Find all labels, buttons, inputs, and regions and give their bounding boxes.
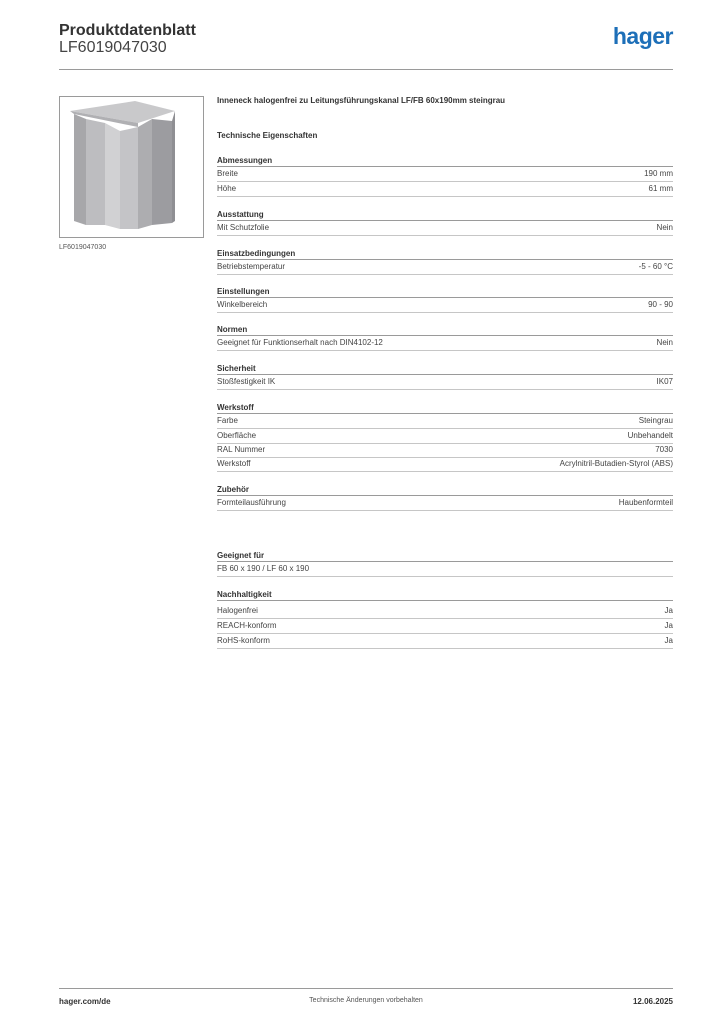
spec-row — [217, 458, 673, 472]
group-title: Abmessungen — [217, 156, 673, 167]
spec-label: Halogenfrei — [217, 606, 258, 615]
spec-label: Mit Schutzfolie — [217, 223, 270, 232]
spec-row — [217, 183, 673, 197]
spec-label: Farbe — [217, 416, 238, 425]
spec-value: Unbehandelt — [627, 431, 673, 440]
spec-label: Breite — [217, 169, 238, 178]
footer-date: 12.06.2025 — [632, 997, 673, 1006]
spec-row — [217, 376, 673, 390]
product-name: Inneneck halogenfrei zu Leitungsführungskanal LF/FB 60x190mm steingrau — [217, 96, 506, 105]
spec-row — [217, 497, 673, 511]
spec-value: Ja — [664, 636, 673, 645]
spec-row — [217, 430, 673, 444]
spec-row — [217, 605, 673, 619]
spec-row — [217, 299, 673, 313]
spec-label: Oberfläche — [217, 431, 257, 440]
spec-label: Betriebstemperatur — [217, 262, 286, 271]
group-title: Werkstoff — [217, 403, 673, 414]
spec-label: Winkelbereich — [217, 300, 268, 309]
product-image — [59, 96, 204, 238]
group-title: Einsatzbedingungen — [217, 249, 673, 260]
spec-value: Ja — [664, 606, 673, 615]
spec-row — [217, 337, 673, 351]
spec-row — [217, 563, 673, 577]
spec-value: 7030 — [655, 445, 673, 454]
spec-label: Höhe — [217, 184, 237, 193]
spec-value: -5 - 60 °C — [638, 262, 673, 271]
spec-label: Formteilausführung — [217, 498, 286, 507]
page-footer — [59, 988, 673, 1009]
spec-row — [217, 415, 673, 429]
spec-row — [217, 635, 673, 649]
hager-logo-text: hager — [612, 23, 673, 49]
spec-value: Steingrau — [638, 416, 673, 425]
section-title: Technische Eigenschaften — [217, 131, 318, 140]
spec-row — [217, 620, 673, 634]
image-caption: LF6019047030 — [59, 244, 107, 251]
spec-value: 90 - 90 — [648, 300, 673, 309]
spec-value: Nein — [656, 338, 673, 347]
spec-value: 61 mm — [648, 184, 673, 193]
group-title: Zubehör — [217, 485, 673, 496]
spec-row — [217, 444, 673, 458]
spec-label: Geeignet für Funktionserhalt nach DIN4102-12 — [217, 338, 383, 347]
spec-value: Ja — [664, 621, 673, 630]
spec-value: IK07 — [656, 377, 673, 386]
spec-row — [217, 222, 673, 236]
group-title: Geeignet für — [217, 551, 673, 562]
spec-label: Stoßfestigkeit IK — [217, 377, 276, 386]
spec-value: 190 mm — [644, 169, 673, 178]
spec-value: Haubenformteil — [618, 498, 673, 507]
spec-value: Nein — [656, 223, 673, 232]
spec-row — [217, 261, 673, 275]
spec-label: Werkstoff — [217, 459, 251, 468]
spec-label: REACH-konform — [217, 621, 277, 630]
page-title: Produktdatenblatt — [59, 22, 196, 39]
page-header — [59, 22, 673, 70]
spec-label: FB 60 x 190 / LF 60 x 190 — [217, 564, 310, 573]
footer-website-link[interactable]: hager.com/de — [59, 997, 111, 1006]
group-title: Ausstattung — [217, 210, 673, 221]
group-title: Sicherheit — [217, 364, 673, 375]
spec-label: RAL Nummer — [217, 445, 266, 454]
group-title: Nachhaltigkeit — [217, 590, 673, 601]
spec-row — [217, 168, 673, 182]
spec-value: Acrylnitril-Butadien-Styrol (ABS) — [559, 459, 673, 468]
group-title: Einstellungen — [217, 287, 673, 298]
product-code: LF6019047030 — [59, 39, 167, 56]
hager-logo — [593, 23, 673, 52]
spec-label: RoHS-konform — [217, 636, 270, 645]
group-title: Normen — [217, 325, 673, 336]
footer-disclaimer: Technische Änderungen vorbehalten — [309, 997, 423, 1004]
product-image-drawing — [60, 97, 203, 237]
